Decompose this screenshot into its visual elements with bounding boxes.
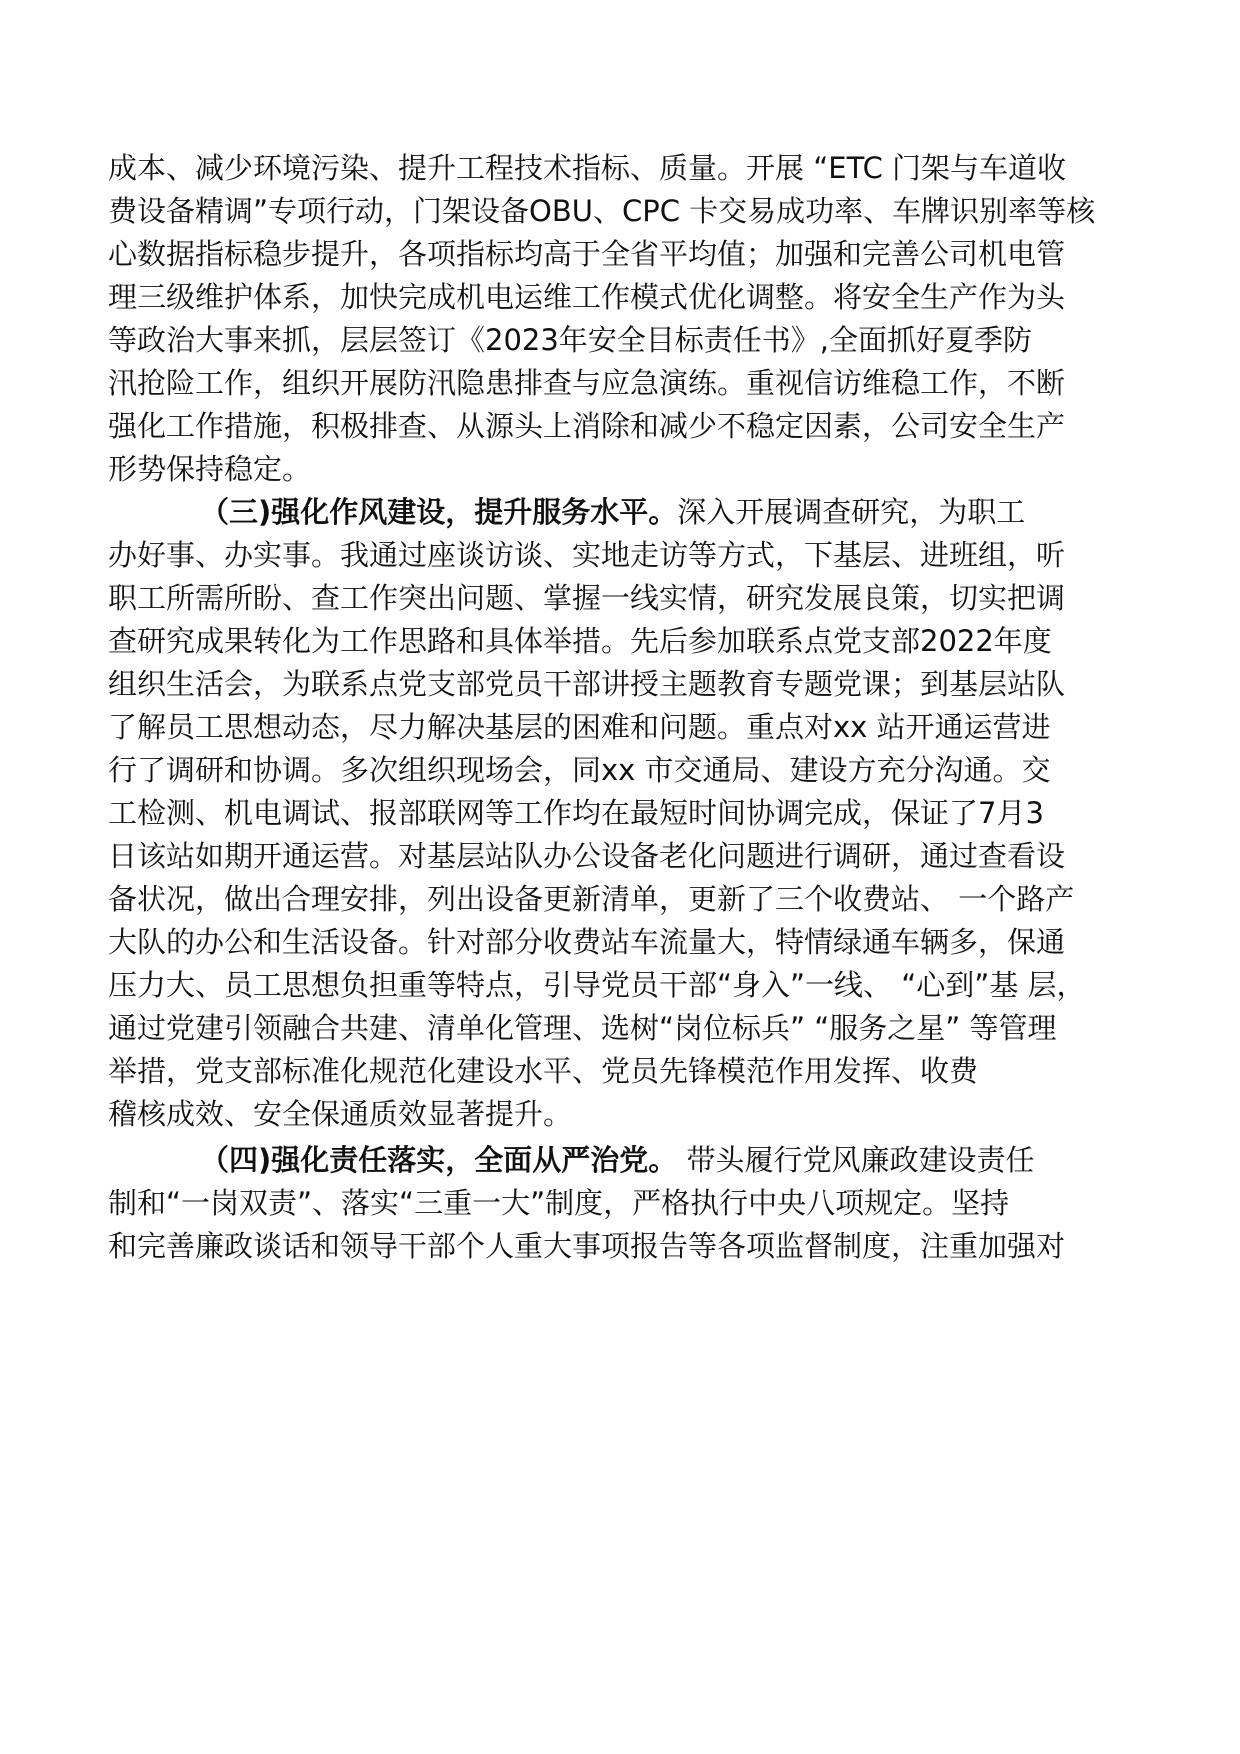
text-line: 大队的办公和生活设备。针对部分收费站车流量大，特情绿通车辆多，保通 [108, 925, 1066, 959]
section-4-first-line-text: 带头履行党风廉政建设责任 [677, 1143, 1035, 1177]
text-line: 等政治大事来抓，层层签订《2023年安全目标责任书》,全面抓好夏季防 [108, 323, 1033, 357]
text-line: 工检测、机电调试、报部联网等工作均在最短时间协调完成，保证了7月3 [108, 796, 1044, 830]
text-line: 办好事、办实事。我通过座谈访谈、实地走访等方式，下基层、进班组，听 [108, 538, 1066, 572]
text-line: 心数据指标稳步提升，各项指标均高于全省平均值；加强和完善公司机电管 [108, 237, 1066, 271]
text-line: 举措，党支部标准化规范化建设水平、党员先锋模范作用发挥、收费 [108, 1054, 979, 1088]
section-3-first-line [200, 492, 1025, 532]
text-line: 职工所需所盼、查工作突出问题、掌握一线实情，研究发展良策，切实把调 [108, 581, 1066, 615]
section-4-first-line [200, 1140, 1035, 1180]
text-line: 汛抢险工作，组织开展防汛隐患排查与应急演练。重视信访维稳工作，不断 [108, 366, 1066, 400]
text-line: 日该站如期开通运营。对基层站队办公设备老化问题进行调研，通过查看设 [108, 839, 1066, 873]
text-line: 费设备精调”专项行动，门架设备OBU、CPC 卡交易成功率、车牌识别率等核 [108, 194, 1096, 228]
section-3-first-line-text: 深入开展调查研究，为职工 [677, 495, 1026, 529]
text-line: 稽核成效、安全保通质效显著提升。 [108, 1097, 573, 1131]
text-line: 强化工作措施，积极排查、从源头上消除和减少不稳定因素，公司安全生产 [108, 409, 1066, 443]
section-3-heading: （三)强化作风建设，提升服务水平。 [200, 495, 678, 529]
text-line: 理三级维护体系，加快完成机电运维工作模式优化调整。将安全生产作为头 [108, 280, 1066, 314]
text-line: 通过党建引领融合共建、清单化管理、选树“岗位标兵” “服务之星” 等管理 [108, 1011, 1057, 1045]
text-line: 查研究成果转化为工作思路和具体举措。先后参加联系点党支部2022年度 [108, 624, 1052, 658]
text-line: 备状况，做出合理安排，列出设备更新清单，更新了三个收费站、 一个路产 [108, 882, 1075, 916]
text-line: 了解员工思想动态，尽力解决基层的困难和问题。重点对xx 站开通运营进 [108, 710, 1051, 744]
text-line: 组织生活会，为联系点党支部党员干部讲授主题教育专题党课；到基层站队 [108, 667, 1066, 701]
text-line: 和完善廉政谈话和领导干部个人重大事项报告等各项监督制度，注重加强对 [108, 1229, 1066, 1263]
section-4-heading: （四)强化责任落实，全面从严治党。 [200, 1143, 678, 1177]
text-line: 行了调研和协调。多次组织现场会，同xx 市交通局、建设方充分沟通。交 [108, 753, 1051, 787]
text-line: 制和“一岗双责”、落实“三重一大”制度，严格执行中央八项规定。坚持 [108, 1186, 1010, 1220]
text-line: 成本、减少环境污染、提升工程技术指标、质量。开展 “ETC 门架与车道收 [108, 151, 1067, 185]
text-line: 形势保持稳定。 [108, 452, 312, 486]
text-line: 压力大、员工思想负担重等特点，引导党员干部“身入”一线、 “心到”基 层， [108, 968, 1086, 1002]
